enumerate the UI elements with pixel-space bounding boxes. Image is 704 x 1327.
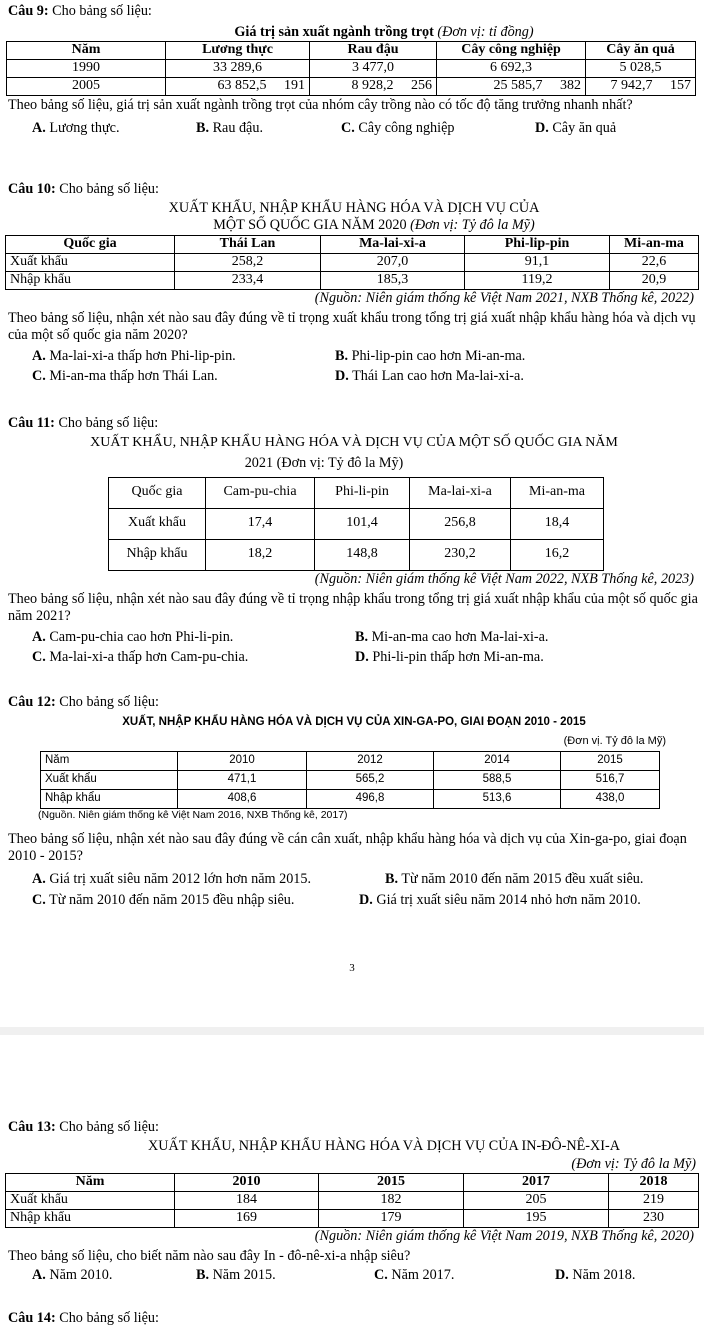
table-cell: 179	[319, 1210, 464, 1228]
q13-table	[5, 1173, 699, 1228]
table-row	[109, 508, 604, 539]
option-key: D.	[359, 891, 373, 908]
table-cell: 258,2	[175, 254, 321, 272]
table-cell: Xuất khẩu	[6, 1192, 175, 1210]
option-text: Cây công nghiệp	[358, 120, 455, 137]
q13-option-c[interactable]	[374, 1267, 454, 1284]
q9-header-cell: Cây công nghiệp	[437, 42, 586, 60]
q12-option-c[interactable]	[32, 892, 294, 909]
q9-header-row	[7, 42, 696, 60]
q10-header-cell: Quốc gia	[6, 236, 175, 254]
option-key: C.	[32, 368, 46, 385]
q11-option-a[interactable]	[32, 629, 233, 646]
table-cell: 205	[464, 1192, 609, 1210]
table-cell: 207,0	[321, 254, 465, 272]
q11-options	[8, 629, 700, 669]
q9-option-b[interactable]	[196, 120, 263, 137]
option-key: D.	[535, 120, 549, 137]
q9-table	[6, 41, 696, 96]
q12-intro: Cho bảng số liệu:	[59, 694, 159, 710]
q10-intro: Cho bảng số liệu:	[59, 181, 159, 197]
option-text: Năm 2018.	[572, 1267, 636, 1284]
q12-source: (Nguồn. Niên giám thống kê Việt Nam 2016, NXB Thống kê, 2017)	[38, 809, 348, 822]
page-number: 3	[349, 962, 355, 974]
table-row	[6, 1192, 699, 1210]
option-key: C.	[341, 120, 355, 137]
q10-source: (Nguồn: Niên giám thống kê Việt Nam 2021, NXB Thống kê, 2022)	[314, 290, 694, 307]
q9-option-c[interactable]	[341, 120, 454, 137]
q9-table-title	[68, 24, 700, 41]
table-cell: 1990	[7, 60, 166, 78]
q9-header-cell: Năm	[7, 42, 166, 60]
table-cell: 18,2	[206, 539, 315, 570]
q10-title-2-line	[48, 217, 700, 234]
table-cell: 496,8	[307, 790, 434, 809]
q12-table	[40, 751, 660, 809]
q9-heading	[8, 3, 700, 20]
table-cell: 195	[464, 1210, 609, 1228]
q13-option-b[interactable]	[196, 1267, 276, 1284]
table-cell: 185,3	[321, 272, 465, 290]
q13-unit: (Đơn vị: Tỷ đô la Mỹ)	[571, 1156, 696, 1173]
q14-intro: Cho bảng số liệu:	[59, 1310, 159, 1326]
question-10	[8, 181, 700, 388]
option-key: B.	[385, 870, 399, 887]
q13-header-row	[6, 1174, 699, 1192]
table-cell: 233,4	[175, 272, 321, 290]
table-cell: 18,4	[511, 508, 604, 539]
q9-label: Câu 9:	[8, 3, 49, 19]
table-row	[6, 254, 699, 272]
option-text: Năm 2010.	[49, 1267, 113, 1284]
q11-option-c[interactable]	[32, 649, 248, 666]
table-cell: 33 289,6	[166, 60, 310, 78]
q10-options	[8, 348, 700, 388]
table-cell: 516,7	[561, 771, 660, 790]
question-13	[8, 1119, 700, 1285]
q9-question: Theo bảng số liệu, giá trị sản xuất ngành trồng trọt của nhóm cây trồng nào có tốc độ tăng trưởng nhanh nhất?	[8, 97, 633, 114]
table-cell: 184	[175, 1192, 319, 1210]
option-text: Ma-lai-xi-a thấp hơn Cam-pu-chia.	[49, 648, 249, 665]
table-cell: 2005	[7, 78, 166, 96]
table-cell: 7 942,7 157	[586, 78, 696, 96]
q11-header-cell: Quốc gia	[109, 477, 206, 508]
q12-title: XUẤT, NHẬP KHẨU HÀNG HÓA VÀ DỊCH VỤ CỦA XIN-GA-PO, GIAI ĐOẠN 2010 - 2015	[122, 716, 586, 729]
q11-table	[108, 477, 604, 571]
q10-header-cell: Phi-lip-pin	[465, 236, 610, 254]
q10-label: Câu 10:	[8, 181, 56, 197]
option-text: Ma-lai-xi-a thấp hơn Phi-lip-pin.	[49, 348, 236, 365]
q10-option-b[interactable]	[335, 348, 525, 365]
q10-header-cell: Thái Lan	[175, 236, 321, 254]
q9-intro: Cho bảng số liệu:	[52, 3, 152, 19]
table-cell: 565,2	[307, 771, 434, 790]
q11-label: Câu 11:	[8, 415, 55, 431]
table-cell: 148,8	[315, 539, 410, 570]
q12-header-cell: 2015	[561, 752, 660, 771]
table-cell: Nhập khẩu	[109, 539, 206, 570]
option-key: B.	[196, 120, 210, 137]
q11-header-cell: Cam-pu-chia	[206, 477, 315, 508]
option-text: Năm 2015.	[212, 1267, 276, 1284]
q12-header-cell: 2012	[307, 752, 434, 771]
q14-label: Câu 14:	[8, 1310, 56, 1326]
q11-header-cell: Ma-lai-xi-a	[410, 477, 511, 508]
q13-title: XUẤT KHẨU, NHẬP KHẨU HÀNG HÓA VÀ DỊCH VỤ CỦA IN-ĐÔ-NÊ-XI-A	[148, 1138, 620, 1155]
page-break	[0, 1027, 704, 1035]
q12-header-cell: 2014	[434, 752, 561, 771]
table-row	[109, 539, 604, 570]
q12-unit: (Đơn vị. Tỷ đô la Mỹ)	[563, 734, 666, 747]
q13-heading	[8, 1119, 700, 1136]
q12-options	[8, 871, 700, 911]
q13-options	[8, 1267, 700, 1285]
q12-header-cell: 2010	[178, 752, 307, 771]
option-key: C.	[32, 891, 46, 908]
question-9	[8, 3, 700, 138]
q12-label: Câu 12:	[8, 694, 56, 710]
q13-label: Câu 13:	[8, 1119, 56, 1135]
table-cell: 169	[175, 1210, 319, 1228]
table-cell: Xuất khẩu	[41, 771, 178, 790]
q13-header-cell: 2015	[319, 1174, 464, 1192]
option-key: C.	[374, 1267, 388, 1284]
q10-title-2: MỘT SỐ QUỐC GIA NĂM 2020	[213, 217, 407, 234]
table-cell: 119,2	[465, 272, 610, 290]
table-cell: 101,4	[315, 508, 410, 539]
q13-option-a[interactable]	[32, 1267, 112, 1284]
option-text: Phi-lip-pin cao hơn Mi-an-ma.	[351, 348, 526, 365]
option-key: A.	[32, 120, 46, 137]
q11-heading	[8, 415, 700, 432]
option-text: Từ năm 2010 đến năm 2015 đều xuất siêu.	[401, 870, 644, 887]
option-key: A.	[32, 870, 46, 887]
option-text: Cây ăn quả	[552, 120, 617, 137]
table-cell: 182	[319, 1192, 464, 1210]
q13-source: (Nguồn: Niên giám thống kê Việt Nam 2019, NXB Thống kê, 2020)	[314, 1228, 694, 1245]
option-text: Cam-pu-chia cao hơn Phi-li-pin.	[49, 628, 234, 645]
q12-question: Theo bảng số liệu, nhận xét nào sau đây đúng về cán cân xuất, nhập khẩu hàng hóa và dịch vụ của Xin-ga-po, giai đoạn 2010 - 2015?	[8, 830, 687, 864]
table-cell: 471,1	[178, 771, 307, 790]
option-text: Mi-an-ma cao hơn Ma-lai-xi-a.	[371, 628, 549, 645]
q10-header-cell: Ma-lai-xi-a	[321, 236, 465, 254]
q10-unit: (Đơn vị: Tỷ đô la Mỹ)	[410, 217, 535, 234]
table-cell: 230,2	[410, 539, 511, 570]
table-row	[41, 790, 660, 809]
table-cell: Nhập khẩu	[6, 272, 175, 290]
table-cell: 230	[609, 1210, 699, 1228]
q13-question: Theo bảng số liệu, cho biết năm nào sau đây In - đô-nê-xi-a nhập siêu?	[8, 1248, 411, 1265]
q13-header-cell: 2018	[609, 1174, 699, 1192]
option-key: A.	[32, 628, 46, 645]
q11-option-b[interactable]	[355, 629, 548, 646]
q9-header-cell: Rau đậu	[310, 42, 437, 60]
q10-option-c[interactable]	[32, 368, 218, 385]
q10-heading	[8, 181, 700, 198]
table-cell: 219	[609, 1192, 699, 1210]
table-cell: 5 028,5	[586, 60, 696, 78]
option-text: Lương thực.	[49, 120, 120, 137]
q12-heading	[8, 694, 700, 711]
q11-header-row	[109, 477, 604, 508]
option-key: C.	[32, 648, 46, 665]
table-cell: 256,8	[410, 508, 511, 539]
q9-unit: (Đơn vị: tỉ đồng)	[437, 24, 534, 41]
table-cell: 438,0	[561, 790, 660, 809]
q10-option-d[interactable]	[335, 368, 524, 385]
option-key: D.	[555, 1267, 569, 1284]
table-cell: 63 852,5 191	[166, 78, 310, 96]
option-text: Giá trị xuất siêu năm 2012 lớn hơn năm 2015.	[49, 870, 312, 887]
table-cell: 408,6	[178, 790, 307, 809]
q10-option-a[interactable]	[32, 348, 236, 365]
q10-title-1: XUẤT KHẨU, NHẬP KHẨU HÀNG HÓA VÀ DỊCH VỤ CỦA	[168, 200, 540, 217]
q11-intro: Cho bảng số liệu:	[58, 415, 159, 431]
table-cell: 22,6	[610, 254, 699, 272]
option-key: B.	[335, 348, 349, 365]
option-text: Từ năm 2010 đến năm 2015 đều nhập siêu.	[49, 891, 295, 908]
q13-header-cell: Năm	[6, 1174, 175, 1192]
q9-title: Giá trị sản xuất ngành trồng trọt	[234, 24, 434, 41]
table-row	[7, 60, 696, 78]
table-cell: 513,6	[434, 790, 561, 809]
q13-intro: Cho bảng số liệu:	[59, 1119, 159, 1135]
option-key: B.	[355, 628, 369, 645]
q11-header-cell: Phi-li-pin	[315, 477, 410, 508]
q11-title-2: 2021 (Đơn vị: Tỷ đô la Mỹ)	[244, 454, 404, 471]
option-text: Phi-li-pin thấp hơn Mi-an-ma.	[372, 648, 544, 665]
q9-header-cell: Cây ăn quả	[586, 42, 696, 60]
table-row	[41, 771, 660, 790]
q12-option-a[interactable]	[32, 871, 311, 888]
q13-header-cell: 2017	[464, 1174, 609, 1192]
option-key: B.	[196, 1267, 210, 1284]
option-text: Năm 2017.	[391, 1267, 455, 1284]
option-text: Giá trị xuất siêu năm 2014 nhỏ hơn năm 2010.	[376, 891, 641, 908]
q11-source: (Nguồn: Niên giám thống kê Việt Nam 2022, NXB Thống kê, 2023)	[314, 570, 694, 587]
table-cell: Xuất khẩu	[6, 254, 175, 272]
q13-option-d[interactable]	[555, 1267, 635, 1284]
q9-option-d[interactable]	[535, 120, 616, 137]
q12-option-d[interactable]	[359, 892, 641, 909]
q11-title-1: XUẤT KHẨU, NHẬP KHẨU HÀNG HÓA VÀ DỊCH VỤ CỦA MỘT SỐ QUỐC GIA NĂM	[90, 435, 618, 451]
q12-option-b[interactable]	[385, 871, 643, 888]
option-text: Thái Lan cao hơn Ma-lai-xi-a.	[352, 368, 524, 385]
q10-header-cell: Mi-an-ma	[610, 236, 699, 254]
table-cell: 25 585,7 382	[437, 78, 586, 96]
table-cell: 3 477,0	[310, 60, 437, 78]
q12-header-row	[41, 752, 660, 771]
table-cell: 8 928,2 256	[310, 78, 437, 96]
table-cell: Nhập khẩu	[41, 790, 178, 809]
table-cell: 588,5	[434, 771, 561, 790]
table-cell: Xuất khẩu	[109, 508, 206, 539]
table-row	[7, 78, 696, 96]
q11-header-cell: Mi-an-ma	[511, 477, 604, 508]
table-cell: 6 692,3	[437, 60, 586, 78]
option-text: Mi-an-ma thấp hơn Thái Lan.	[49, 368, 218, 385]
table-cell: 16,2	[511, 539, 604, 570]
table-row	[6, 272, 699, 290]
q12-header-cell: Năm	[41, 752, 178, 771]
q10-table	[5, 235, 699, 290]
option-key: D.	[335, 368, 349, 385]
option-key: D.	[355, 648, 369, 665]
table-row	[6, 1210, 699, 1228]
q9-header-cell: Lương thực	[166, 42, 310, 60]
table-cell: 91,1	[465, 254, 610, 272]
table-cell: 17,4	[206, 508, 315, 539]
table-cell: 20,9	[610, 272, 699, 290]
q11-question: Theo bảng số liệu, nhận xét nào sau đây đúng về tỉ trọng nhập khẩu trong tổng trị giá xuất nhập khẩu của một số quốc gia năm 2021?	[8, 590, 698, 624]
q13-header-cell: 2010	[175, 1174, 319, 1192]
q11-option-d[interactable]	[355, 649, 544, 666]
table-cell: Nhập khẩu	[6, 1210, 175, 1228]
option-key: A.	[32, 1267, 46, 1284]
option-key: A.	[32, 348, 46, 365]
q10-header-row	[6, 236, 699, 254]
question-14	[8, 1310, 700, 1327]
question-12	[8, 694, 700, 911]
question-11	[8, 415, 700, 669]
option-text: Rau đậu.	[212, 120, 263, 137]
q10-question: Theo bảng số liệu, nhận xét nào sau đây đúng về tỉ trọng xuất khẩu trong tổng trị giá xuất nhập khẩu hàng hóa và dịch vụ của một số quốc gia năm 2020?	[8, 310, 696, 344]
q9-options	[8, 120, 700, 138]
q9-option-a[interactable]	[32, 120, 120, 137]
